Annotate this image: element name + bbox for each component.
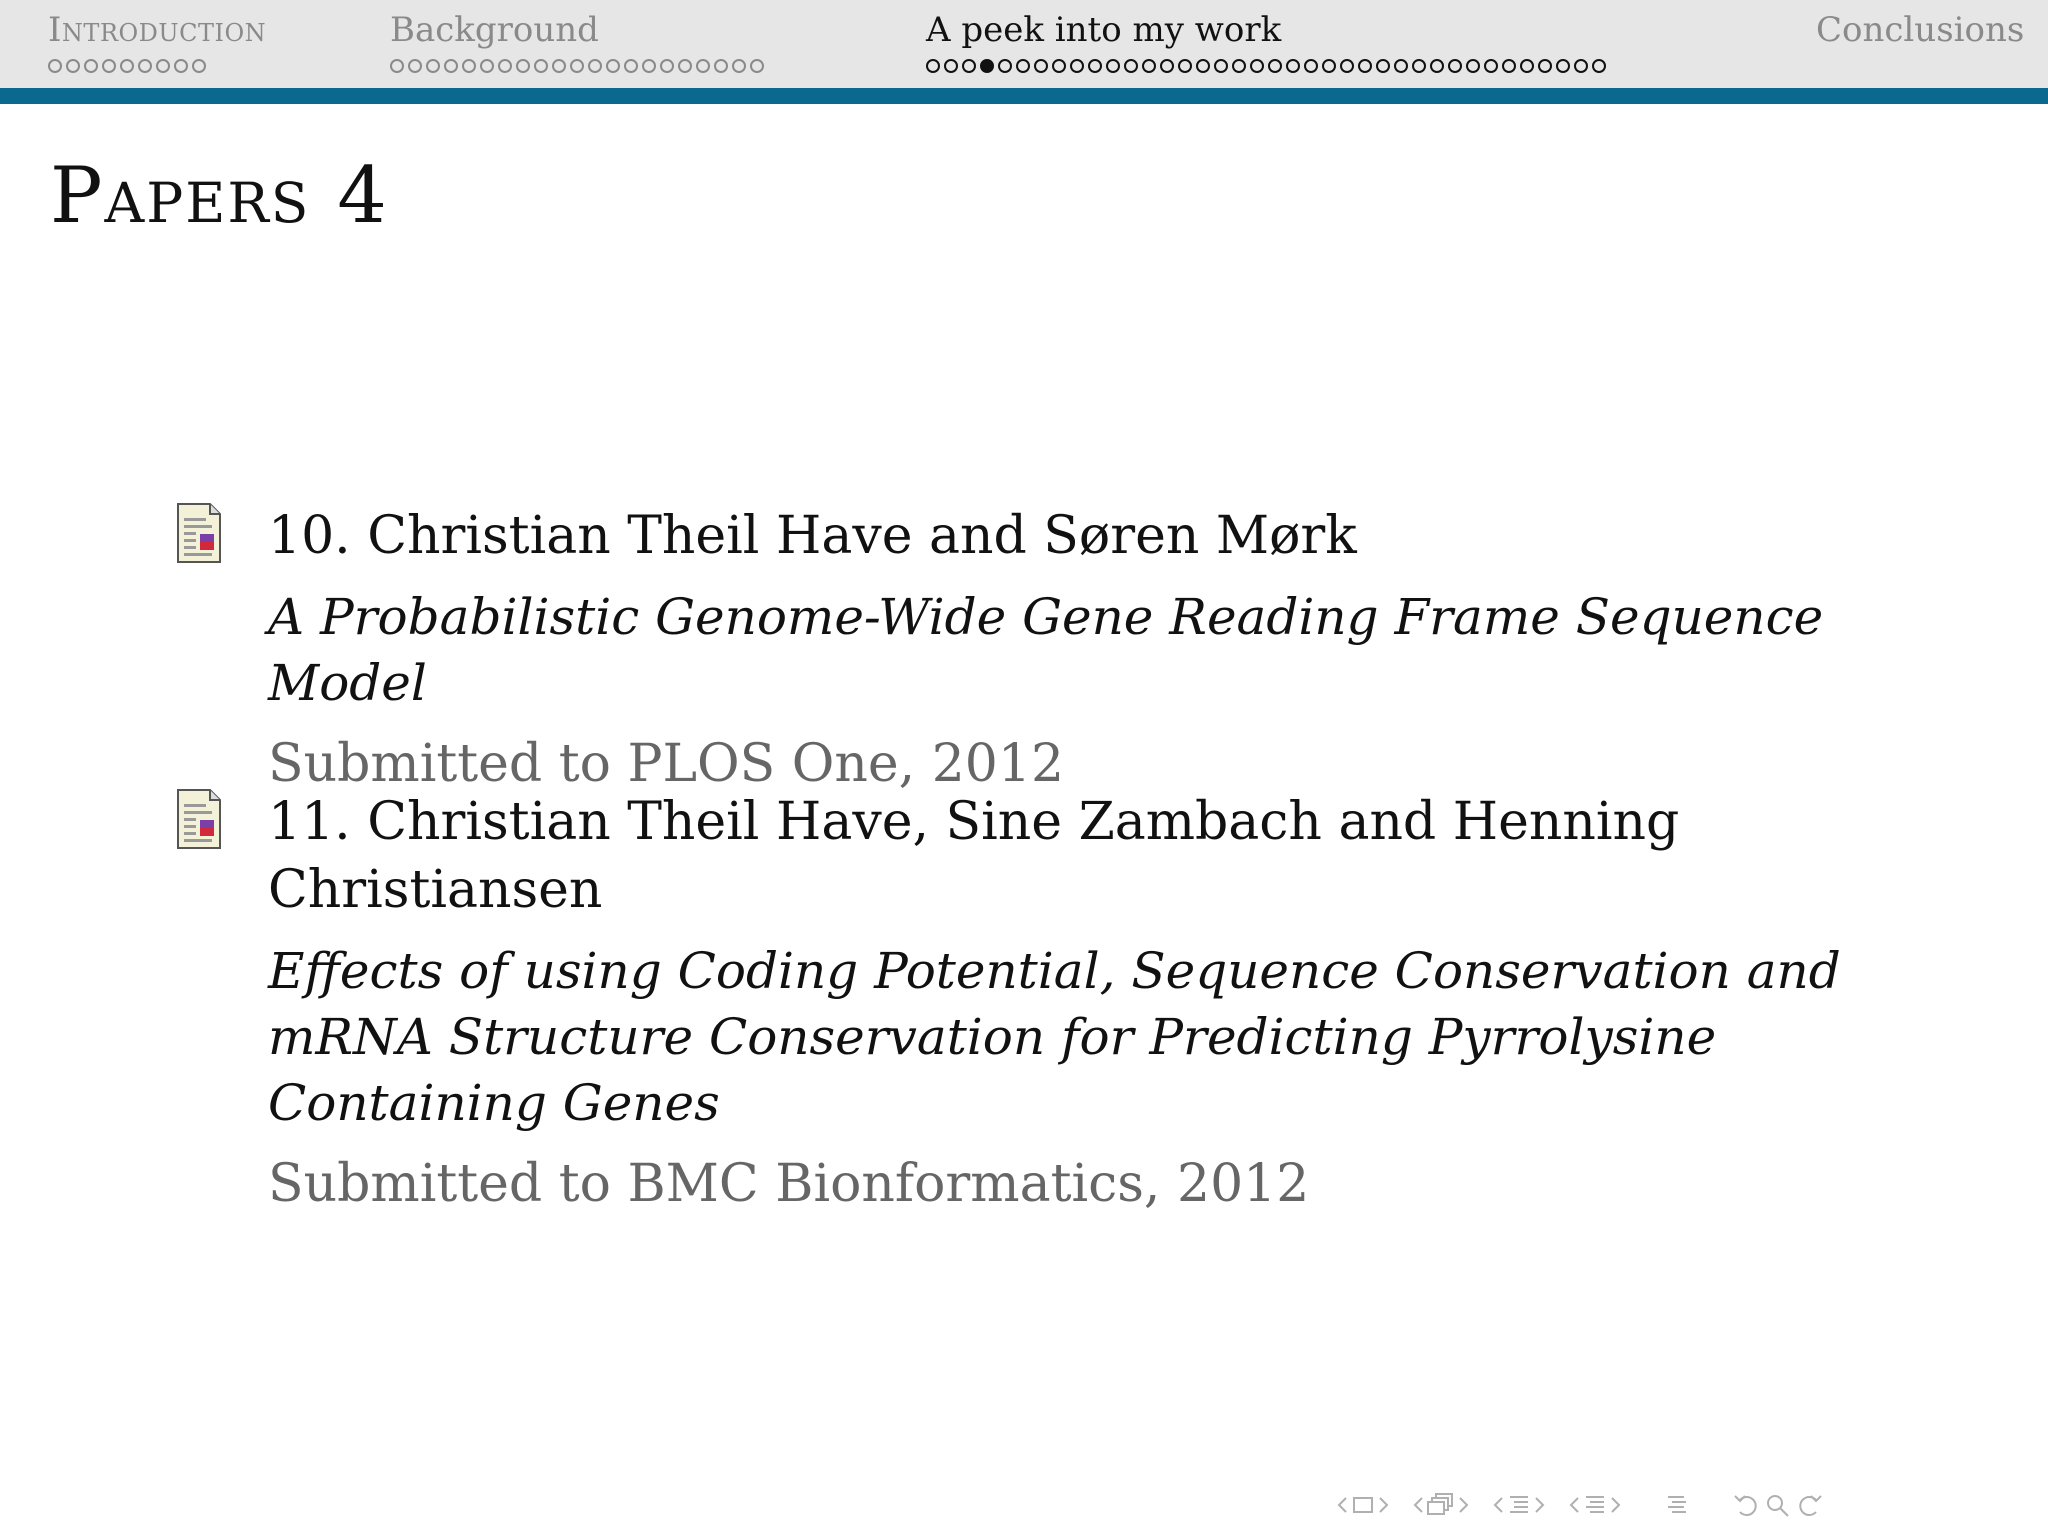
arrow-right-icon[interactable] [1610, 1488, 1622, 1522]
document-icon [176, 788, 222, 850]
nav-section-title[interactable]: Conclusions [1816, 10, 2025, 50]
toc-icon[interactable] [1664, 1488, 1690, 1522]
header-divider-bar [0, 88, 2048, 104]
document-icon [176, 502, 222, 564]
nav-dot-current[interactable] [980, 59, 994, 73]
nav-dot[interactable] [624, 59, 638, 73]
nav-section-conclusions[interactable] [1816, 8, 2024, 52]
nav-dot[interactable] [1250, 59, 1264, 73]
arrow-left-icon[interactable] [1336, 1488, 1348, 1522]
section-navigation [0, 0, 2048, 88]
nav-dot[interactable] [1412, 59, 1426, 73]
frame-icon[interactable] [1350, 1488, 1376, 1522]
nav-dot[interactable] [1304, 59, 1318, 73]
nav-dot[interactable] [480, 59, 494, 73]
nav-dot[interactable] [1088, 59, 1102, 73]
nav-dot[interactable] [998, 59, 1012, 73]
nav-dot[interactable] [1502, 59, 1516, 73]
nav-dots [390, 56, 764, 76]
nav-dot[interactable] [1520, 59, 1534, 73]
nav-dot[interactable] [1178, 59, 1192, 73]
nav-dot[interactable] [516, 59, 530, 73]
paper-venue: Submitted to PLOS One, 2012 [268, 734, 1065, 794]
nav-dot[interactable] [1232, 59, 1246, 73]
nav-dot[interactable] [1124, 59, 1138, 73]
nav-section-peek[interactable] [926, 8, 1606, 76]
nav-dot[interactable] [1358, 59, 1372, 73]
nav-dot[interactable] [750, 59, 764, 73]
nav-dots [926, 56, 1606, 76]
nav-dot[interactable] [444, 59, 458, 73]
nav-dot[interactable] [642, 59, 656, 73]
section-icon[interactable] [1582, 1488, 1608, 1522]
nav-dot[interactable] [1286, 59, 1300, 73]
nav-dot[interactable] [390, 59, 404, 73]
nav-dot[interactable] [1340, 59, 1354, 73]
nav-dot[interactable] [1142, 59, 1156, 73]
paper-authors: 11. Christian Theil Have, Sine Zambach and Henning Christiansen [268, 792, 1680, 920]
nav-dot[interactable] [1160, 59, 1174, 73]
paper-authors: 10. Christian Theil Have and Søren Mørk [268, 506, 1357, 566]
nav-dot[interactable] [588, 59, 602, 73]
arrow-right-icon[interactable] [1534, 1488, 1546, 1522]
nav-dot[interactable] [426, 59, 440, 73]
nav-dot[interactable] [714, 59, 728, 73]
arrow-right-icon[interactable] [1378, 1488, 1390, 1522]
nav-dot[interactable] [192, 59, 206, 73]
nav-dot[interactable] [408, 59, 422, 73]
nav-dot[interactable] [120, 59, 134, 73]
nav-dot[interactable] [1322, 59, 1336, 73]
nav-dot[interactable] [1034, 59, 1048, 73]
nav-dot[interactable] [1574, 59, 1588, 73]
nav-dot[interactable] [570, 59, 584, 73]
nav-section-title[interactable]: Introduction [48, 10, 267, 50]
nav-dot[interactable] [1268, 59, 1282, 73]
nav-dot[interactable] [660, 59, 674, 73]
nav-dot[interactable] [1466, 59, 1480, 73]
nav-dots [48, 56, 266, 76]
subsection-icon[interactable] [1426, 1488, 1456, 1522]
nav-section-title[interactable]: Background [390, 10, 599, 50]
nav-dot[interactable] [1448, 59, 1462, 73]
section-icon[interactable] [1506, 1488, 1532, 1522]
nav-dot[interactable] [732, 59, 746, 73]
nav-dot[interactable] [1592, 59, 1606, 73]
frame-title: Papers 4 [50, 151, 389, 241]
arrow-left-icon[interactable] [1412, 1488, 1424, 1522]
nav-dot[interactable] [1016, 59, 1030, 73]
nav-dot[interactable] [1538, 59, 1552, 73]
nav-dot[interactable] [696, 59, 710, 73]
paper-venue: Submitted to BMC Bionformatics, 2012 [268, 1154, 1310, 1214]
paper-text [268, 788, 1948, 1218]
arrow-right-icon[interactable] [1458, 1488, 1470, 1522]
nav-dot[interactable] [926, 59, 940, 73]
redo-icon[interactable] [1794, 1488, 1824, 1522]
nav-dot[interactable] [534, 59, 548, 73]
nav-dot[interactable] [156, 59, 170, 73]
nav-dot[interactable] [1484, 59, 1498, 73]
nav-dot[interactable] [1196, 59, 1210, 73]
nav-dot[interactable] [1070, 59, 1084, 73]
undo-icon[interactable] [1732, 1488, 1762, 1522]
arrow-left-icon[interactable] [1492, 1488, 1504, 1522]
nav-section-introduction[interactable] [48, 8, 266, 76]
paper-title: A Probabilistic Genome-Wide Gene Reading Frame Sequence Model [268, 588, 1824, 712]
nav-section-background[interactable] [390, 8, 764, 76]
search-icon[interactable] [1764, 1488, 1792, 1522]
nav-dot[interactable] [552, 59, 566, 73]
nav-dot[interactable] [1430, 59, 1444, 73]
nav-dot[interactable] [1106, 59, 1120, 73]
nav-dot[interactable] [606, 59, 620, 73]
nav-dot[interactable] [66, 59, 80, 73]
nav-dot[interactable] [498, 59, 512, 73]
paper-text [268, 502, 1948, 798]
nav-dot[interactable] [1394, 59, 1408, 73]
nav-dot[interactable] [1376, 59, 1390, 73]
nav-dot[interactable] [1556, 59, 1570, 73]
nav-dot[interactable] [678, 59, 692, 73]
nav-dot[interactable] [102, 59, 116, 73]
nav-dot[interactable] [84, 59, 98, 73]
arrow-left-icon[interactable] [1568, 1488, 1580, 1522]
nav-dot[interactable] [944, 59, 958, 73]
nav-dot[interactable] [48, 59, 62, 73]
nav-dot[interactable] [174, 59, 188, 73]
nav-dot[interactable] [462, 59, 476, 73]
nav-dot[interactable] [1214, 59, 1228, 73]
nav-section-title[interactable]: A peek into my work [926, 10, 1282, 50]
nav-dot[interactable] [962, 59, 976, 73]
nav-dot[interactable] [1052, 59, 1066, 73]
nav-dot[interactable] [138, 59, 152, 73]
paper-title: Effects of using Coding Potential, Sequence Conservation and mRNA Structure Conservation for Predicting Pyrrolysine Containing Genes [268, 942, 1841, 1132]
beamer-navigation-symbols [1336, 1488, 1824, 1522]
